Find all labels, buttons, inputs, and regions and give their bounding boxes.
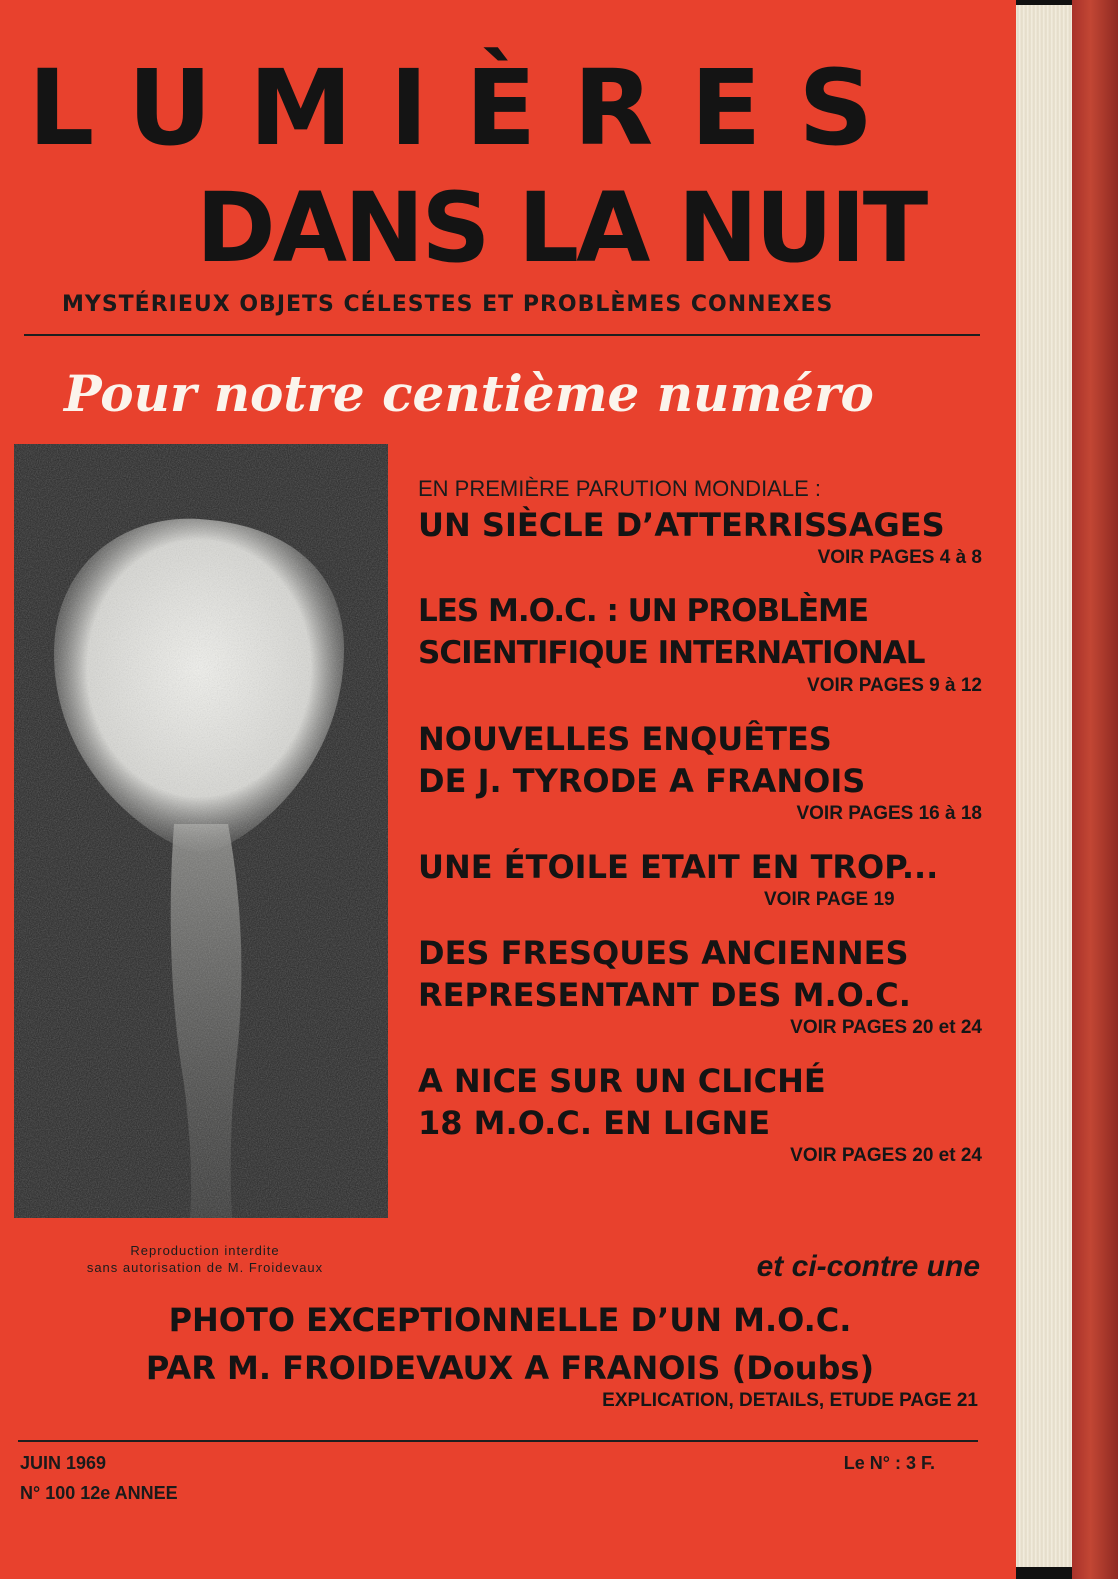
page-reference: VOIR PAGES 9 à 12 (807, 675, 982, 696)
masthead-subtitle: MYSTÉRIEUX OBJETS CÉLESTES ET PROBLÈMES CONNEXES (62, 292, 834, 317)
page-reference: VOIR PAGES 16 à 18 (796, 803, 982, 824)
header-divider (24, 334, 980, 336)
page-reference: VOIR PAGES 20 et 24 (790, 1145, 982, 1166)
issue-number: N° 100 12e ANNEE (20, 1483, 178, 1503)
feature-headline-line: PHOTO EXCEPTIONNELLE D’UN M.O.C. (168, 1301, 852, 1339)
photo-credit (40, 1242, 370, 1276)
headline-item (418, 718, 982, 826)
headline-text: A NICE SUR UN CLICHÉ (418, 1062, 826, 1100)
headline-text: LES M.O.C. : UN PROBLÈME (418, 593, 869, 629)
issue-info (20, 1448, 320, 1508)
headline-kicker: EN PREMIÈRE PARUTION MONDIALE : (418, 476, 821, 501)
feature-headline-line: PAR M. FROIDEVAUX A FRANOIS (Doubs) (145, 1349, 875, 1387)
issue-date: JUIN 1969 (20, 1453, 107, 1473)
headline-text: DES FRESQUES ANCIENNES (418, 934, 909, 972)
headline-text: NOUVELLES ENQUÊTES (418, 720, 832, 758)
issue-price: Le N° : 3 F. (843, 1453, 935, 1473)
headline-text: REPRESENTANT DES M.O.C. (418, 976, 911, 1014)
feature-page-reference: EXPLICATION, DETAILS, ETUDE PAGE 21 (602, 1390, 978, 1411)
feature-headline (40, 1296, 980, 1392)
page-reference: VOIR PAGES 4 à 8 (817, 547, 982, 568)
headline-item (418, 504, 982, 570)
headline-text: UN SIÈCLE D’ATTERRISSAGES (418, 506, 945, 544)
headline-item (418, 846, 982, 912)
issue-slogan: Pour notre centième numéro (64, 364, 874, 423)
headline-item (418, 932, 982, 1040)
book-binding (1072, 0, 1118, 1579)
headline-text: UNE ÉTOILE ETAIT EN TROP... (418, 848, 939, 886)
masthead-title-line2: DANS LA NUIT (196, 172, 926, 284)
headline-text: SCIENTIFIQUE INTERNATIONAL (418, 635, 925, 671)
masthead-title-line1: LUMIÈRES (28, 47, 911, 169)
headline-item (418, 590, 982, 698)
page-edges (1016, 5, 1072, 1567)
photo-credit-line: Reproduction interdite (130, 1243, 280, 1258)
page-reference: VOIR PAGES 20 et 24 (790, 1017, 982, 1038)
footer-divider (18, 1440, 978, 1442)
ufo-photograph (14, 444, 388, 1218)
photo-credit-line: sans autorisation de M. Froidevaux (86, 1260, 324, 1275)
headline-list (418, 474, 982, 1188)
headline-text: DE J. TYRODE A FRANOIS (418, 762, 866, 800)
headline-item (418, 1060, 982, 1168)
page-reference: VOIR PAGE 19 (764, 889, 895, 910)
feature-intro: et ci-contre une (756, 1250, 980, 1283)
headline-text: 18 M.O.C. EN LIGNE (418, 1104, 771, 1142)
ufo-photo-image (14, 444, 388, 1218)
